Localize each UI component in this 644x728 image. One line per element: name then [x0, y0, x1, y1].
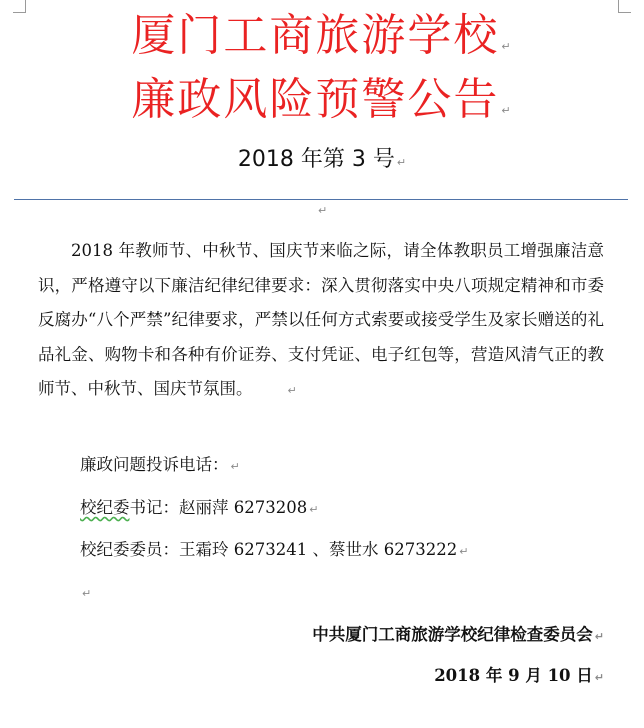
paragraph-mark: ↵	[396, 156, 407, 169]
paragraph-mark: ↵	[230, 460, 240, 473]
signature-date	[434, 662, 604, 686]
paragraph-mark: ↵	[287, 384, 297, 397]
paragraph-mark: ↵	[82, 587, 92, 600]
body-paragraph-text: 2018 年教师节、中秋节、国庆节来临之际，请全体教职员工增强廉洁意识，严格遵守以下廉洁纪律纪律要求：深入贯彻落实中央八项规定精神和市委反腐办“八个严禁”纪律要求，严禁以任何方式索要或接受学生及家长赠送的礼品礼金、购物卡和各种有价证券、支付凭证、电子红包等，营造风清气正的教师节、中秋节、国庆节氛围。	[38, 241, 604, 398]
paragraph-mark: ↵	[501, 40, 513, 53]
committee-members-contact	[80, 536, 468, 560]
hotline-label	[80, 451, 240, 475]
paragraph-mark: ↵	[594, 671, 604, 684]
title-line2-text: 廉政风险预警公告	[131, 74, 500, 125]
issue-number-text: 2018 年第 3 号	[237, 147, 395, 172]
paragraph-mark: ↵	[309, 503, 319, 516]
signature-organization	[312, 621, 604, 645]
committee-members-text: 校纪委委员：王霜玲 6273241 、蔡世水 6273222	[80, 540, 458, 559]
signature-date-text: 2018 年 9 月 10 日	[434, 666, 593, 685]
secretary-contact	[80, 494, 318, 518]
paragraph-mark: ↵	[459, 545, 469, 558]
issue-number	[0, 142, 644, 173]
secretary-prefix: 校纪委	[80, 498, 130, 517]
title-announcement	[0, 74, 644, 125]
paragraph-mark: ↵	[501, 104, 513, 117]
paragraph-mark: ↵	[594, 630, 604, 643]
hotline-label-text: 廉政问题投诉电话：	[80, 455, 229, 474]
body-paragraph	[38, 234, 604, 409]
paragraph-mark: ↵	[318, 204, 328, 217]
empty-line	[80, 582, 91, 601]
title-school-name	[0, 10, 644, 61]
header-divider	[14, 199, 628, 200]
signature-organization-text: 中共厦门工商旅游学校纪律检查委员会	[312, 625, 593, 644]
title-line1-text: 厦门工商旅游学校	[131, 10, 500, 61]
secretary-contact-text: 书记：赵丽萍 6273208	[129, 498, 308, 517]
margin-corner-top-right	[618, 0, 631, 13]
margin-corner-top-left	[13, 0, 26, 13]
